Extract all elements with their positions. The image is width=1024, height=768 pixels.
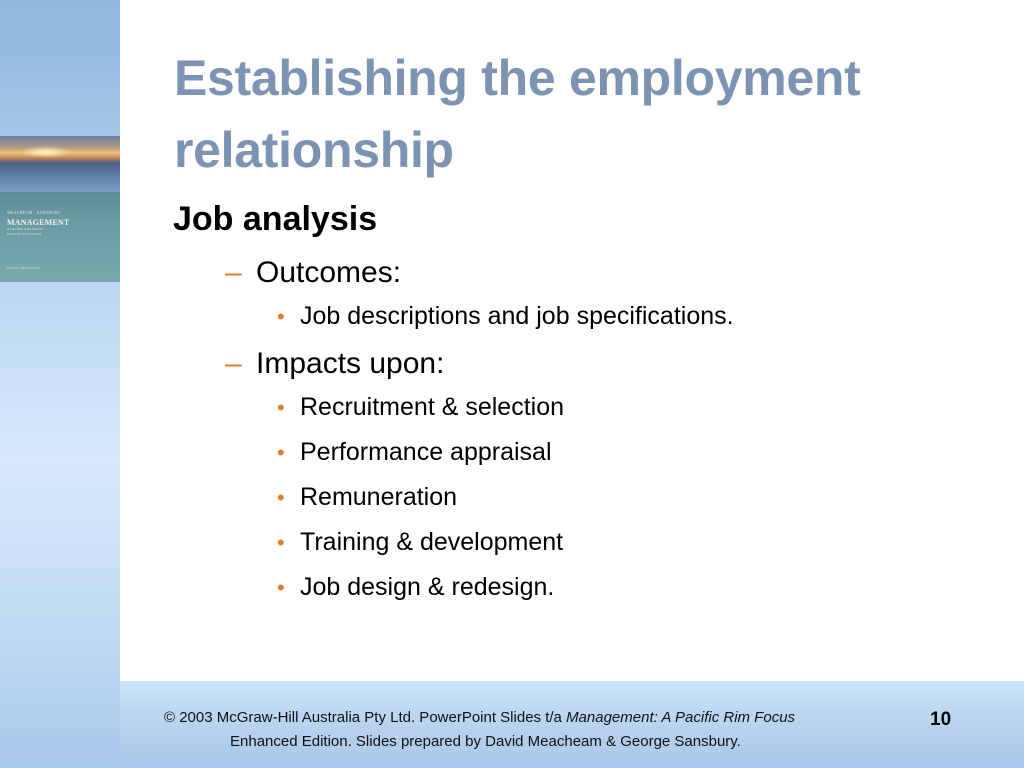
bullet-item <box>173 385 993 430</box>
bullet-text: Job design & redesign. <box>300 573 555 601</box>
bullet-text: Performance appraisal <box>300 438 552 466</box>
bullet-dot: • <box>277 440 285 465</box>
bullet-item <box>173 430 993 475</box>
sub-heading-impacts <box>173 343 993 385</box>
bullet-dot: • <box>277 485 285 510</box>
left-decorative-bar <box>0 0 120 768</box>
slide-number: 10 <box>930 709 952 730</box>
footer-band <box>120 681 1024 768</box>
bullet-text: Job descriptions and job specifications. <box>300 302 734 330</box>
bullet-text: Training & development <box>300 528 564 556</box>
bullet-item <box>173 475 993 520</box>
footer-credits: Enhanced Edition. Slides prepared by David Meacheam & George Sansbury. <box>230 733 741 750</box>
book-cover-image <box>0 136 120 282</box>
section-heading: Job analysis <box>173 200 378 238</box>
cover-title: MANAGEMENT <box>7 218 70 227</box>
cover-edition: ENHANCED EDITION <box>7 232 42 236</box>
bullet-dot: • <box>277 304 285 329</box>
footer-copyright-text: © 2003 McGraw-Hill Australia Pty Ltd. PowerPoint Slides t/a <box>164 709 567 726</box>
dash-bullet: – <box>225 256 242 289</box>
bullet-item <box>173 565 993 610</box>
cover-publisher: McGraw-Hill Australia <box>7 266 40 270</box>
footer-book-title: Management: A Pacific Rim Focus <box>566 709 796 726</box>
sub-heading-label: Impacts upon: <box>256 347 445 380</box>
bullet-item <box>173 520 993 565</box>
cover-text <box>7 210 107 237</box>
bullet-dot: • <box>277 395 285 420</box>
slide-content <box>173 196 993 610</box>
sunset-photo <box>0 136 120 192</box>
sub-heading-label: Outcomes: <box>256 256 402 289</box>
footer-copyright <box>164 709 795 726</box>
bullet-text: Recruitment & selection <box>300 393 565 421</box>
slide-title: Establishing the employment relationship <box>174 50 861 178</box>
sub-heading-outcomes <box>173 252 993 294</box>
bullet-dot: • <box>277 530 285 555</box>
cover-authors: MEACHEAM · SANSBURY <box>7 210 61 215</box>
bullet-dot: • <box>277 575 285 600</box>
cover-subtitle: A PACIFIC RIM FOCUS <box>7 227 43 231</box>
bullet-item <box>173 294 993 339</box>
bullet-text: Remuneration <box>300 483 458 511</box>
dash-bullet: – <box>225 347 242 380</box>
